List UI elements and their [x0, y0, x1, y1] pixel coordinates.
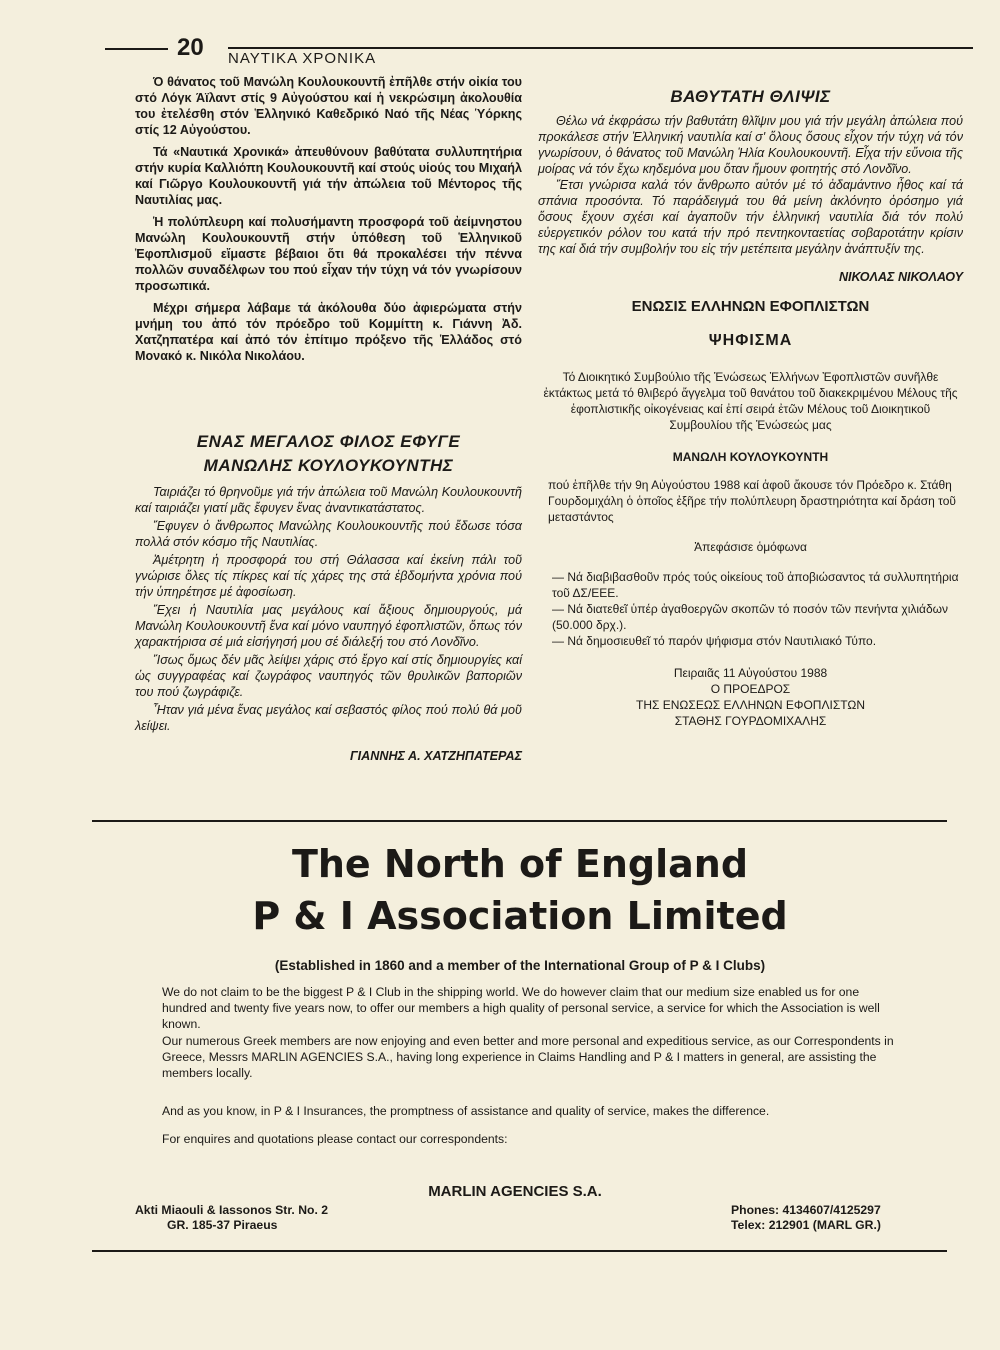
- right-column: [538, 85, 963, 729]
- place-date: Πειραιᾶς 11 Αὐγούστου 1988: [673, 666, 828, 680]
- ad-paragraph: Our numerous Greek members are now enjoying and even better and more personal and expeditious service, as our Correspondents in Greece, Messrs MARLIN AGENCIES S.A., having long experience in Claims Handling and P & I matters in general, are assisting the members locally.: [162, 1033, 894, 1081]
- decided-label: Ἀπεφάσισε ὁμόφωνα: [694, 540, 807, 554]
- ad-bottom-rule: [92, 1250, 947, 1252]
- news-paragraph: Ἡ πολύπλευρη καί πολυσήμαντη προσφορά τοῦ ἀείμνηστου Μανώλη Κουλουκουντῆ στήν ὑπόθεση τοῦ Ἑλληνικοῦ Ἐφοπλισμοῦ εἴμαστε βέβαιοι ὅτι θά προκαλέσει τήν πέννα πολλῶν συναδέλφων του πού εἶχαν τήν τύχη νά τόν γνωρίσουν προσωπικά.: [135, 215, 522, 293]
- condolence-heading: ΒΑΘΥΤΑΤΗ ΘΛΙΨΙΣ: [670, 87, 831, 106]
- condolence-paragraph: Θέλω νά ἐκφράσω τήν βαθυτάτη θλῖψιν μου γιά τήν μεγάλη ἀπώλεια πού προκάλεσε στήν Ἑλληνική ναυτιλία καί σ' ὅλους ὅσους εἶχον τήν τύχη νά τόν γνωρίσουν, ὁ θάνατος τοῦ Μανώλη Ἡλία Κουλουκουντῆ. Εἶχα τήν εὔνοια τῆς μοίρας νά τόν ἔχω κηδεμόνα μου ὅταν ἤμουν φοιτητής στό Λονδῖνο.: [538, 114, 963, 176]
- resolution-intro: Τό Διοικητικό Συμβούλιο τῆς Ἑνώσεως Ἑλλήνων Ἐφοπλιστῶν συνῆλθε ἐκτάκτως μετά τό θλιβερό ἄγγελμα τοῦ θανάτου τοῦ διακεκριμένου Μέλους τῆς ἐφοπλιστικῆς οἰκογένειας καί ἐπί σειρά ἐτῶν Μέλους τοῦ Διοικητικοῦ Συμβουλίου τῆς Ἑνώσεώς μας: [543, 370, 958, 432]
- deceased-name: ΜΑΝΩΛΗ ΚΟΥΛΟΥΚΟΥΝΤΗ: [672, 450, 829, 464]
- address-line: Akti Miaouli & Iassonos Str. No. 2: [135, 1203, 329, 1217]
- condolence-text: [538, 113, 963, 257]
- tribute-paragraph: Ἴσως ὅμως δέν μᾶς λείψει χάρις στό ἔργο καί στίς δημιουργίες καί ὡς συγγραφέας καί ζωγράφος ναυπηγός τῶν θρυλικῶν βαποριῶν του πού ζωγράφιζε.: [135, 653, 522, 699]
- page-number: 20: [177, 34, 204, 61]
- phones-line: Phones: 4134607/4125297: [731, 1203, 881, 1217]
- tribute-article: [135, 430, 522, 764]
- ad-title-line2: P & I Association Limited: [252, 894, 788, 938]
- decision-item: — Νά διαβιβασθοῦν πρός τούς οἰκείους τοῦ ἀποβιώσαντος τά συλλυπητήρια τοῦ ΔΣ/ΕΕΕ.: [552, 570, 959, 600]
- tribute-paragraph: Ἔφυγεν ὁ ἄνθρωπος Μανώλης Κουλουκουντῆς πού ἔδωσε τόσα πολλά στόν κόσμο τῆς Ναυτιλίας.: [135, 519, 522, 549]
- tribute-paragraph: Ἔχει ἡ Ναυτιλία μας μεγάλους καί ἄξιους δημιουργούς, μά Μανώλη Κουλουκουντῆ ἕνα καί μόνο ναυπηγό ἐφοπλιστῶν, ὅπως τόν χαρακτήρισα σέ μιά εἰσήγησή μου σέ διάλεξή του στό Λονδῖνο.: [135, 603, 522, 649]
- tribute-paragraph: Ἀμέτρητη ἡ προσφορά του στή Θάλασσα καί ἐκείνη πάλι τοῦ γνώρισε ὅλες τίς πίκρες καί τίς χάρες της στά ἑβδομήντα χρόνια πού τήν ὑπηρέτησε μέ ἀφοσίωση.: [135, 553, 522, 599]
- ad-top-rule: [92, 820, 947, 822]
- magazine-title: ΝΑΥΤΙΚΑ ΧΡΟΝΙΚΑ: [228, 50, 377, 67]
- condolence-signature: ΝΙΚΟΛΑΣ ΝΙΚΟΛΑΟΥ: [838, 270, 963, 284]
- decision-item: — Νά διατεθεῖ ὑπέρ ἀγαθοεργῶν σκοπῶν τό ποσόν τῶν πενήντα χιλιάδων (50.000 δρχ.).: [552, 602, 949, 632]
- resolution-title: ΨΗΦΙΣΜΑ: [708, 332, 793, 349]
- news-paragraph: Ό θάνατος τοῦ Μανώλη Κουλουκουντῆ ἐπῆλθε στήν οἰκία του στό Λόγκ Άϊλαντ στίς 9 Αὐγούστου καί ἡ νεκρώσιμη ἀκολουθία του ἐτελέσθη στόν Ἑλληνικό Καθεδρικό Ναό τῆς Νέας Ὑόρκης στίς 12 Αὐγούστου.: [135, 75, 522, 137]
- ad-paragraph: And as you know, in P & I Insurances, the promptness of assistance and quality of service, makes the difference.: [162, 1104, 770, 1119]
- obituary-news-column: [135, 74, 522, 370]
- ad-subtitle: (Established in 1860 and a member of the International Group of P & I Clubs): [274, 958, 766, 973]
- decisions-list: [538, 569, 963, 649]
- union-genitive: ΤΗΣ ΕΝΩΣΕΩΣ ΕΛΛΗΝΩΝ ΕΦΟΠΛΙΣΤΩΝ: [636, 698, 865, 712]
- news-paragraph: Τά «Ναυτικά Χρονικά» ἀπευθύνουν βαθύτατα συλλυπητήρια στήν κυρία Καλλιόπη Κουλουκουντῆ καί στούς υἱούς του Μιχαήλ καί Γιῶργο Κουλουκουντῆ γιά τήν ἀπώλεια τοῦ Μέντορος τῆς Ναυτιλίας μας.: [135, 145, 522, 207]
- agency-name: MARLIN AGENCIES S.A.: [428, 1183, 602, 1200]
- ad-paragraph: We do not claim to be the biggest P & I Club in the shipping world. We do however claim that our medium size enabled us for one hundred and twenty five years now, to offer our members a high quality of personal service, a service for which the Association is well known.: [162, 985, 880, 1032]
- news-paragraph: Μέχρι σήμερα λάβαμε τά ἀκόλουθα δύο ἀφιερώματα στήν μνήμη του ἀπό τόν πρόεδρο τοῦ Κομμίττη κ. Γιάννη Ἀδ. Χατζηπατέρα καί ἀπό τόν ἐπίτιμο πρόξενο τῆς Ἑλλάδος στό Μονακό κ. Νικόλα Νικολάου.: [135, 301, 522, 363]
- tribute-paragraph: Ταιριάζει τό θρηνοῦμε γιά τήν ἀπώλεια τοῦ Μανώλη Κουλουκουντῆ καί ταιριάζει γιατί μᾶς ἔφυγεν ἕνας ἀναντικατάστατος.: [135, 485, 522, 515]
- agency-contacts: [731, 1203, 881, 1233]
- decision-item: — Νά δημοσιευθεῖ τό παρόν ψήφισμα στόν Ναυτιλιακό Τύπο.: [552, 634, 877, 648]
- tribute-paragraph: Ἦταν γιά μένα ἕνας μεγάλος καί σεβαστός φίλος πού πολύ θά μοῦ λείψει.: [135, 703, 522, 733]
- condolence-paragraph: Ἔτσι γνώρισα καλά τόν ἄνθρωπο αὐτόν μέ τό ἀδαμάντινο ἦθος καί τά σπάνια προσόντα. Τό παράδειγμά του θά μείνη ἀκλόνητο ὁρόσημο γιά ὅσους ἔχουν σχέσι καί ἀγαποῦν τήν ἑλληνική ναυτιλία διά τόν πολύ εὐεργετικόν ρόλον του κατά τήν πρό πεντηκονταετίας σοβαροτάτην κρίσιν της καί διά τήν συμβολήν του εἰς τήν μετέπειτα μεγάλην ἀνάπτυξίν της.: [538, 178, 963, 256]
- tribute-signature: ΓΙΑΝΝΗΣ Α. ΧΑΤΖΗΠΑΤΕΡΑΣ: [350, 749, 522, 763]
- ad-body: [162, 984, 902, 1148]
- union-title: ΕΝΩΣΙΣ ΕΛΛΗΝΩΝ ΕΦΟΠΛΙΣΤΩΝ: [631, 298, 870, 315]
- header-rule-left: [105, 48, 168, 50]
- tribute-heading-line1: ΕΝΑΣ ΜΕΓΑΛΟΣ ΦΙΛΟΣ ΕΦΥΓΕ: [196, 432, 461, 451]
- president-label: Ο ΠΡΟΕΔΡΟΣ: [710, 682, 791, 696]
- president-name: ΣΤΑΘΗΣ ΓΟΥΡΔΟΜΙΧΑΛΗΣ: [674, 714, 827, 728]
- ad-paragraph: For enquires and quotations please contact our correspondents:: [162, 1132, 508, 1147]
- address-line: GR. 185-37 Piraeus: [167, 1218, 278, 1232]
- ad-title-line1: The North of England: [291, 842, 749, 886]
- telex-line: Telex: 212901 (MARL GR.): [731, 1218, 881, 1232]
- tribute-heading-line2: ΜΑΝΩΛΗΣ ΚΟΥΛΟΥΚΟΥΝΤΗΣ: [203, 456, 454, 475]
- agency-address: [135, 1203, 328, 1233]
- header-rule-right: [228, 47, 973, 49]
- resolution-text: πού ἐπῆλθε τήν 9η Αὐγούστου 1988 καί ἀφοῦ ἄκουσε τόν Πρόεδρο κ. Στάθη Γουρδομιχάλη ὁ ὁποῖος ἐξῆρε τήν πολύπλευρη δραστηριότητα καί δράση τοῦ μεταστάντος: [548, 478, 956, 524]
